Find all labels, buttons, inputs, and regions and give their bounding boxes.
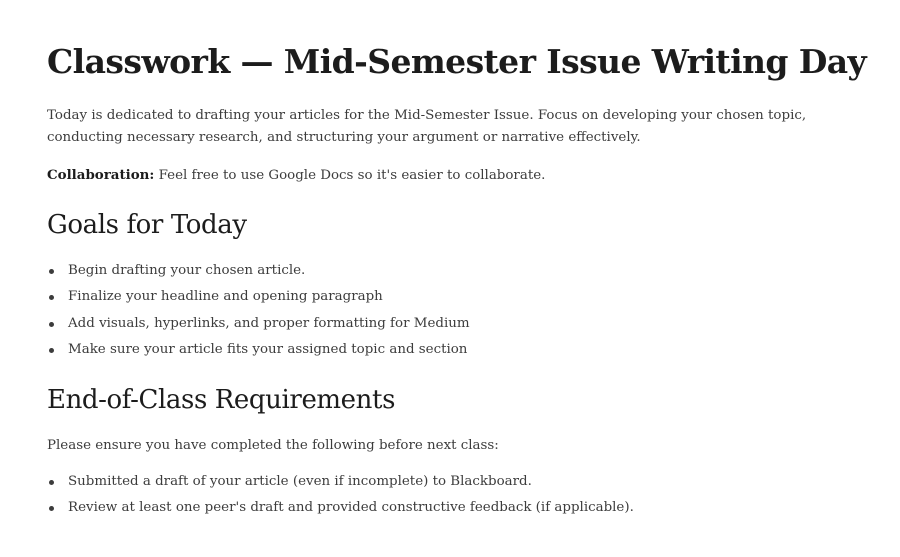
list-item: Finalize your headline and opening paragraph bbox=[47, 284, 847, 310]
collaboration-note bbox=[47, 164, 847, 187]
requirements-heading: End-of-Class Requirements bbox=[47, 385, 396, 415]
page-title: Classwork — Mid-Semester Issue Writing Day bbox=[47, 42, 867, 81]
list-item: Begin drafting your chosen article. bbox=[47, 258, 847, 284]
list-item: Submitted a draft of your article (even if incomplete) to Blackboard. bbox=[47, 469, 847, 495]
intro-paragraph: Today is dedicated to drafting your articles for the Mid-Semester Issue. Focus on developing your chosen topic, conducting necessary research, and structuring your argument or narrative effectively. bbox=[47, 108, 807, 145]
goals-list bbox=[47, 258, 847, 364]
requirements-list bbox=[47, 469, 847, 522]
goals-heading: Goals for Today bbox=[47, 210, 247, 240]
collaboration-label: Collaboration: bbox=[47, 167, 155, 183]
list-item: Add visuals, hyperlinks, and proper formatting for Medium bbox=[47, 311, 847, 337]
requirements-intro: Please ensure you have completed the following before next class: bbox=[47, 438, 499, 453]
collaboration-text: Feel free to use Google Docs so it's easier to collaborate. bbox=[154, 168, 546, 183]
list-item: Make sure your article fits your assigned topic and section bbox=[47, 337, 847, 363]
list-item: Review at least one peer's draft and provided constructive feedback (if applicable). bbox=[47, 495, 847, 521]
